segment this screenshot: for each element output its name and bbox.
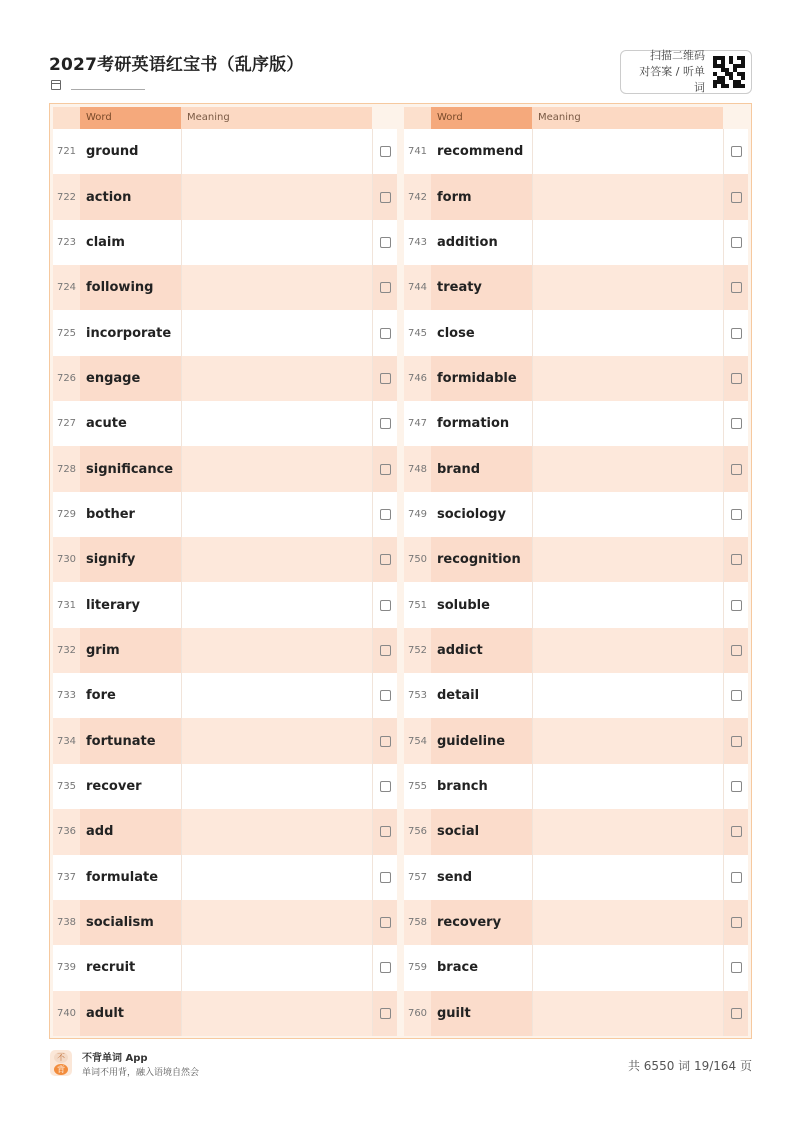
vocab-word: guilt <box>431 991 532 1036</box>
page-info: 共 6550 词 19/164 页 <box>627 1059 752 1073</box>
checkbox-cell <box>372 809 397 854</box>
checkbox-icon[interactable] <box>731 418 742 429</box>
vocab-word: formulate <box>86 869 159 885</box>
table-row <box>53 401 397 446</box>
checkbox-cell <box>723 220 748 265</box>
vocab-word: acute <box>86 416 127 432</box>
table-row <box>53 174 397 219</box>
word-number: 746 <box>407 372 428 384</box>
checkbox-cell <box>372 220 397 265</box>
checkbox-cell <box>372 401 397 446</box>
word-number: 726 <box>56 372 77 384</box>
vocab-word: literary <box>86 597 141 613</box>
checkbox-icon[interactable] <box>731 237 742 248</box>
logo-top-glyph: 不 <box>54 1052 68 1063</box>
meaning-blank[interactable] <box>181 265 372 310</box>
vocab-word: formation <box>437 416 510 432</box>
date-field <box>51 80 145 90</box>
checkbox-cell <box>723 310 748 355</box>
table-row <box>404 582 748 627</box>
meaning-blank[interactable] <box>532 446 723 491</box>
word-number: 750 <box>407 554 428 566</box>
header-meaning: Meaning <box>532 107 723 129</box>
word-number: 743 <box>407 236 428 248</box>
header-word: Word <box>80 107 181 129</box>
vocab-word: grim <box>80 628 181 673</box>
word-number: 730 <box>56 554 77 566</box>
checkbox-icon[interactable] <box>731 146 742 157</box>
word-number: 729 <box>56 508 77 520</box>
table-row <box>53 628 397 673</box>
checkbox-cell <box>723 764 748 809</box>
checkbox-icon[interactable] <box>380 282 391 293</box>
vocab-word: treaty <box>431 265 532 310</box>
meaning-blank[interactable] <box>181 401 372 446</box>
checkbox-icon[interactable] <box>731 872 742 883</box>
word-number: 756 <box>407 826 428 838</box>
word-number: 721 <box>56 146 77 158</box>
table-row <box>404 356 748 401</box>
meaning-blank[interactable] <box>532 809 723 854</box>
meaning-blank[interactable] <box>181 537 372 582</box>
vocab-word: branch <box>437 778 488 794</box>
meaning-blank[interactable] <box>532 673 723 718</box>
word-number: 722 <box>56 191 77 203</box>
checkbox-cell <box>372 265 397 310</box>
word-number: 739 <box>56 962 77 974</box>
table-row <box>404 718 748 763</box>
checkbox-cell <box>723 356 748 401</box>
word-number: 757 <box>407 871 428 883</box>
table-row <box>404 764 748 809</box>
word-number: 724 <box>56 282 77 294</box>
vocab-word: recovery <box>431 900 532 945</box>
table-row <box>53 537 397 582</box>
word-number: 732 <box>56 644 77 656</box>
checkbox-icon[interactable] <box>380 826 391 837</box>
meaning-blank[interactable] <box>532 356 723 401</box>
word-number: 723 <box>56 236 77 248</box>
meaning-blank[interactable] <box>181 900 372 945</box>
vocab-column-left <box>53 107 397 1037</box>
word-number: 744 <box>407 282 428 294</box>
vocab-word: significance <box>80 446 181 491</box>
meaning-blank[interactable] <box>532 764 723 809</box>
checkbox-icon[interactable] <box>380 509 391 520</box>
checkbox-cell <box>372 446 397 491</box>
word-number: 735 <box>56 780 77 792</box>
meaning-blank[interactable] <box>532 265 723 310</box>
vocab-word: sociology <box>437 506 506 522</box>
vocab-word: addict <box>431 628 532 673</box>
meaning-blank[interactable] <box>181 945 372 990</box>
meaning-blank[interactable] <box>532 945 723 990</box>
vocab-word: fore <box>86 688 116 704</box>
vocab-word: action <box>80 174 181 219</box>
checkbox-cell <box>372 673 397 718</box>
checkbox-cell <box>723 582 748 627</box>
vocab-word: socialism <box>80 900 181 945</box>
checkbox-cell <box>372 991 397 1036</box>
checkbox-icon[interactable] <box>380 1008 391 1019</box>
vocab-word: recommend <box>437 144 524 160</box>
checkbox-cell <box>723 855 748 900</box>
vocab-word: addition <box>437 234 498 250</box>
checkbox-cell <box>372 945 397 990</box>
vocab-word: add <box>80 809 181 854</box>
table-header <box>404 107 748 129</box>
vocab-word: guideline <box>431 718 532 763</box>
checkbox-icon[interactable] <box>731 826 742 837</box>
table-row <box>404 900 748 945</box>
checkbox-cell <box>372 174 397 219</box>
table-row <box>53 310 397 355</box>
meaning-blank[interactable] <box>181 809 372 854</box>
word-number: 760 <box>407 1007 428 1019</box>
table-row <box>53 446 397 491</box>
checkbox-icon[interactable] <box>380 781 391 792</box>
checkbox-icon[interactable] <box>731 328 742 339</box>
checkbox-cell <box>723 900 748 945</box>
checkbox-icon[interactable] <box>380 237 391 248</box>
checkbox-icon[interactable] <box>731 1008 742 1019</box>
meaning-blank[interactable] <box>532 129 723 174</box>
word-number: 737 <box>56 871 77 883</box>
app-name: 不背单词 App <box>82 1053 148 1064</box>
word-number: 745 <box>407 327 428 339</box>
checkbox-icon[interactable] <box>731 645 742 656</box>
meaning-blank[interactable] <box>181 356 372 401</box>
qr-code-icon[interactable] <box>713 56 745 88</box>
table-row <box>404 809 748 854</box>
checkbox-cell <box>372 356 397 401</box>
app-slogan: 单词不用背，融入语境自然会 <box>82 1068 200 1078</box>
meaning-blank[interactable] <box>532 401 723 446</box>
checkbox-cell <box>372 310 397 355</box>
word-number: 728 <box>56 463 77 475</box>
table-row <box>53 673 397 718</box>
checkbox-cell <box>372 764 397 809</box>
table-row <box>53 582 397 627</box>
word-number: 740 <box>56 1007 77 1019</box>
word-number: 736 <box>56 826 77 838</box>
meaning-blank[interactable] <box>532 310 723 355</box>
meaning-blank[interactable] <box>181 220 372 265</box>
meaning-blank[interactable] <box>181 628 372 673</box>
table-row <box>404 265 748 310</box>
meaning-blank[interactable] <box>532 220 723 265</box>
checkbox-cell <box>372 582 397 627</box>
checkbox-cell <box>723 673 748 718</box>
meaning-blank[interactable] <box>181 492 372 537</box>
checkbox-cell <box>723 945 748 990</box>
meaning-blank[interactable] <box>532 582 723 627</box>
table-row <box>404 673 748 718</box>
table-row <box>404 492 748 537</box>
checkbox-cell <box>723 628 748 673</box>
word-number: 742 <box>407 191 428 203</box>
qr-caption-line1: 扫描二维码 <box>650 49 705 62</box>
meaning-blank[interactable] <box>532 492 723 537</box>
table-row <box>404 945 748 990</box>
vocab-word: soluble <box>437 597 490 613</box>
checkbox-icon[interactable] <box>731 600 742 611</box>
checkbox-icon[interactable] <box>380 328 391 339</box>
checkbox-icon[interactable] <box>380 373 391 384</box>
header-check-cell <box>723 107 748 129</box>
word-number: 753 <box>407 690 428 702</box>
meaning-blank[interactable] <box>181 582 372 627</box>
checkbox-cell <box>372 492 397 537</box>
vocab-word: bother <box>86 506 135 522</box>
checkbox-icon[interactable] <box>380 600 391 611</box>
vocab-word: claim <box>86 234 125 250</box>
word-number: 751 <box>407 599 428 611</box>
table-row <box>53 220 397 265</box>
checkbox-icon[interactable] <box>731 192 742 203</box>
date-blank-line <box>71 80 145 90</box>
checkbox-cell <box>723 492 748 537</box>
checkbox-cell <box>372 718 397 763</box>
table-row <box>404 174 748 219</box>
meaning-blank[interactable] <box>181 673 372 718</box>
vocab-word: signify <box>80 537 181 582</box>
table-row <box>404 129 748 174</box>
checkbox-icon[interactable] <box>380 645 391 656</box>
qr-caption <box>629 48 713 96</box>
checkbox-icon[interactable] <box>731 464 742 475</box>
calendar-icon <box>51 80 61 90</box>
checkbox-cell <box>372 628 397 673</box>
app-logo <box>50 1050 72 1076</box>
checkbox-cell <box>723 809 748 854</box>
word-number: 741 <box>407 146 428 158</box>
vocab-table-frame <box>49 103 752 1039</box>
word-number: 748 <box>407 463 428 475</box>
qr-module <box>741 84 745 88</box>
vocab-column-right <box>404 107 748 1037</box>
meaning-blank[interactable] <box>181 855 372 900</box>
checkbox-cell <box>723 174 748 219</box>
checkbox-cell <box>372 855 397 900</box>
header-number-cell <box>53 107 80 129</box>
checkbox-icon[interactable] <box>380 464 391 475</box>
vocab-word: recruit <box>86 960 136 976</box>
word-number: 733 <box>56 690 77 702</box>
meaning-blank[interactable] <box>181 310 372 355</box>
vocab-word: engage <box>80 356 181 401</box>
checkbox-icon[interactable] <box>731 690 742 701</box>
meaning-blank[interactable] <box>532 628 723 673</box>
table-row <box>53 718 397 763</box>
checkbox-icon[interactable] <box>731 282 742 293</box>
vocab-word: brace <box>437 960 479 976</box>
word-number: 755 <box>407 780 428 792</box>
vocab-word: following <box>80 265 181 310</box>
header-meaning: Meaning <box>181 107 372 129</box>
table-row <box>404 401 748 446</box>
qr-caption-line2: 对答案 / 听单词 <box>639 65 705 94</box>
checkbox-icon[interactable] <box>731 962 742 973</box>
word-number: 734 <box>56 735 77 747</box>
word-number: 758 <box>407 917 428 929</box>
meaning-blank[interactable] <box>181 174 372 219</box>
checkbox-cell <box>723 537 748 582</box>
table-row <box>53 991 397 1036</box>
vocab-word: incorporate <box>86 325 172 341</box>
table-row <box>404 991 748 1036</box>
meaning-blank[interactable] <box>181 446 372 491</box>
checkbox-cell <box>723 991 748 1036</box>
table-row <box>404 310 748 355</box>
word-number: 727 <box>56 418 77 430</box>
vocab-word: formidable <box>431 356 532 401</box>
word-number: 752 <box>407 644 428 656</box>
meaning-blank[interactable] <box>532 900 723 945</box>
word-number: 738 <box>56 917 77 929</box>
checkbox-cell <box>372 900 397 945</box>
qr-panel[interactable] <box>620 50 752 94</box>
header-number-cell <box>404 107 431 129</box>
checkbox-cell <box>723 446 748 491</box>
meaning-blank[interactable] <box>532 991 723 1036</box>
table-row <box>404 855 748 900</box>
checkbox-icon[interactable] <box>380 917 391 928</box>
header-word: Word <box>431 107 532 129</box>
table-row <box>53 764 397 809</box>
vocab-word: ground <box>86 144 139 160</box>
checkbox-cell <box>723 129 748 174</box>
meaning-blank[interactable] <box>181 764 372 809</box>
table-row <box>404 537 748 582</box>
checkbox-cell <box>723 265 748 310</box>
checkbox-icon[interactable] <box>380 690 391 701</box>
rows-left <box>53 129 397 1036</box>
checkbox-icon[interactable] <box>380 872 391 883</box>
checkbox-cell <box>723 401 748 446</box>
word-number: 754 <box>407 735 428 747</box>
table-header <box>53 107 397 129</box>
checkbox-icon[interactable] <box>731 373 742 384</box>
checkbox-icon[interactable] <box>380 146 391 157</box>
table-row <box>53 900 397 945</box>
table-row <box>404 220 748 265</box>
vocab-word: detail <box>437 688 480 704</box>
checkbox-icon[interactable] <box>380 192 391 203</box>
rows-right <box>404 129 748 1036</box>
table-row <box>53 356 397 401</box>
checkbox-icon[interactable] <box>380 418 391 429</box>
word-number: 731 <box>56 599 77 611</box>
vocab-word: brand <box>431 446 532 491</box>
checkbox-icon[interactable] <box>731 736 742 747</box>
meaning-blank[interactable] <box>181 991 372 1036</box>
checkbox-icon[interactable] <box>731 554 742 565</box>
table-row <box>53 129 397 174</box>
vocab-word: social <box>431 809 532 854</box>
table-row <box>53 265 397 310</box>
logo-bottom-glyph: 背 <box>54 1064 68 1075</box>
checkbox-cell <box>372 129 397 174</box>
vocab-word: form <box>431 174 532 219</box>
vocab-word: fortunate <box>80 718 181 763</box>
checkbox-icon[interactable] <box>731 917 742 928</box>
word-number: 747 <box>407 418 428 430</box>
table-row <box>404 446 748 491</box>
checkbox-cell <box>723 718 748 763</box>
checkbox-icon[interactable] <box>731 509 742 520</box>
word-number: 725 <box>56 327 77 339</box>
vocab-word: adult <box>80 991 181 1036</box>
meaning-blank[interactable] <box>532 855 723 900</box>
table-row <box>53 855 397 900</box>
table-row <box>404 628 748 673</box>
word-number: 749 <box>407 508 428 520</box>
meaning-blank[interactable] <box>181 718 372 763</box>
vocab-word: send <box>437 869 473 885</box>
meaning-blank[interactable] <box>181 129 372 174</box>
word-number: 759 <box>407 962 428 974</box>
meaning-blank[interactable] <box>532 537 723 582</box>
vocab-word: recognition <box>431 537 532 582</box>
vocab-word: recover <box>86 778 142 794</box>
page-title: 2027考研英语红宝书（乱序版） <box>49 55 304 75</box>
table-row <box>53 945 397 990</box>
vocab-word: close <box>437 325 475 341</box>
meaning-blank[interactable] <box>532 174 723 219</box>
table-row <box>53 492 397 537</box>
checkbox-cell <box>372 537 397 582</box>
checkbox-icon[interactable] <box>380 736 391 747</box>
checkbox-icon[interactable] <box>380 554 391 565</box>
checkbox-icon[interactable] <box>731 781 742 792</box>
checkbox-icon[interactable] <box>380 962 391 973</box>
meaning-blank[interactable] <box>532 718 723 763</box>
table-row <box>53 809 397 854</box>
header-check-cell <box>372 107 397 129</box>
